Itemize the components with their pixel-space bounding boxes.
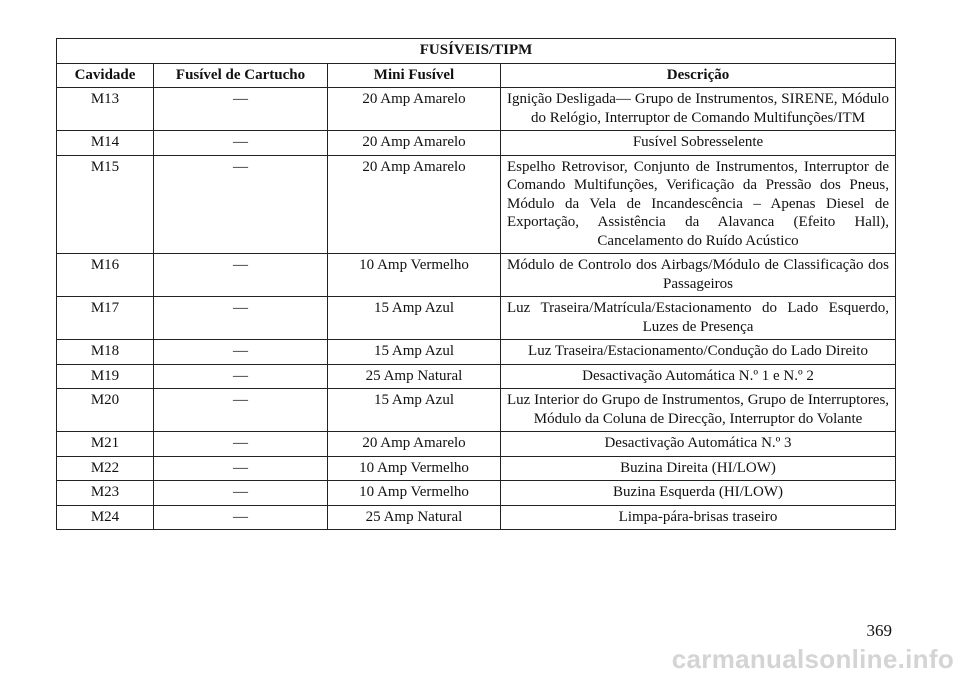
cell-mini-fuse: 20 Amp Amarelo xyxy=(328,432,501,457)
cell-description: Fusível Sobresselente xyxy=(501,131,896,156)
cell-description: Luz Traseira/Matrícula/Estacionamento do Lado Esquerdo, Luzes de Presença xyxy=(501,297,896,340)
table-title: FUSÍVEIS/TIPM xyxy=(57,39,896,64)
page-number: 369 xyxy=(866,621,892,640)
table-row xyxy=(57,155,896,254)
cell-cavity: M19 xyxy=(57,364,154,389)
cell-cavity: M16 xyxy=(57,254,154,297)
table-row xyxy=(57,389,896,432)
table-row xyxy=(57,131,896,156)
cell-description: Desactivação Automática N.º 3 xyxy=(501,432,896,457)
cell-cartridge-fuse: — xyxy=(154,481,328,506)
cell-description: Desactivação Automática N.º 1 e N.º 2 xyxy=(501,364,896,389)
table-header-row xyxy=(57,63,896,88)
cell-cartridge-fuse: — xyxy=(154,364,328,389)
cell-cavity: M14 xyxy=(57,131,154,156)
table-row xyxy=(57,481,896,506)
cell-cavity: M24 xyxy=(57,505,154,530)
cell-mini-fuse: 15 Amp Azul xyxy=(328,389,501,432)
table-row xyxy=(57,254,896,297)
header-fusivel-cartucho: Fusível de Cartucho xyxy=(154,63,328,88)
cell-cavity: M15 xyxy=(57,155,154,254)
cell-description: Limpa-pára-brisas traseiro xyxy=(501,505,896,530)
table-row xyxy=(57,297,896,340)
cell-cartridge-fuse: — xyxy=(154,456,328,481)
cell-cartridge-fuse: — xyxy=(154,297,328,340)
cell-cavity: M13 xyxy=(57,88,154,131)
table-row xyxy=(57,432,896,457)
cell-cartridge-fuse: — xyxy=(154,131,328,156)
table-row xyxy=(57,505,896,530)
header-cavidade: Cavidade xyxy=(57,63,154,88)
cell-cavity: M20 xyxy=(57,389,154,432)
watermark-text: carmanualsonline.info xyxy=(671,644,954,674)
cell-mini-fuse: 10 Amp Vermelho xyxy=(328,254,501,297)
table-head xyxy=(57,39,896,88)
cell-mini-fuse: 25 Amp Natural xyxy=(328,505,501,530)
cell-cartridge-fuse: — xyxy=(154,155,328,254)
cell-mini-fuse: 10 Amp Vermelho xyxy=(328,456,501,481)
cell-mini-fuse: 20 Amp Amarelo xyxy=(328,131,501,156)
cell-description: Luz Traseira/Estacionamento/Condução do Lado Direito xyxy=(501,340,896,365)
table-row xyxy=(57,364,896,389)
cell-cartridge-fuse: — xyxy=(154,389,328,432)
cell-description: Espelho Retrovisor, Conjunto de Instrumentos, Interruptor de Comando Multifunções, Verificação da Pressão dos Pneus, Módulo da Vela de Incandescência – Apenas Diesel de Exportação, Assistência da Alavanca (Efeito Hall), Cancelamento do Ruído Acústico xyxy=(501,155,896,254)
cell-description: Buzina Direita (HI/LOW) xyxy=(501,456,896,481)
cell-mini-fuse: 15 Amp Azul xyxy=(328,340,501,365)
cell-cartridge-fuse: — xyxy=(154,505,328,530)
table-row xyxy=(57,340,896,365)
cell-cartridge-fuse: — xyxy=(154,340,328,365)
cell-cavity: M17 xyxy=(57,297,154,340)
table-row xyxy=(57,88,896,131)
cell-cavity: M22 xyxy=(57,456,154,481)
fuse-table xyxy=(56,38,896,530)
table-body xyxy=(57,88,896,530)
cell-cartridge-fuse: — xyxy=(154,88,328,131)
header-descricao: Descrição xyxy=(501,63,896,88)
cell-mini-fuse: 20 Amp Amarelo xyxy=(328,155,501,254)
cell-cavity: M18 xyxy=(57,340,154,365)
cell-description: Ignição Desligada— Grupo de Instrumentos, SIRENE, Módulo do Relógio, Interruptor de Comando Multifunções/ITM xyxy=(501,88,896,131)
cell-mini-fuse: 10 Amp Vermelho xyxy=(328,481,501,506)
cell-cavity: M23 xyxy=(57,481,154,506)
cell-cavity: M21 xyxy=(57,432,154,457)
cell-mini-fuse: 20 Amp Amarelo xyxy=(328,88,501,131)
table-title-row xyxy=(57,39,896,64)
cell-mini-fuse: 15 Amp Azul xyxy=(328,297,501,340)
cell-cartridge-fuse: — xyxy=(154,254,328,297)
cell-description: Módulo de Controlo dos Airbags/Módulo de Classificação dos Passageiros xyxy=(501,254,896,297)
header-mini-fusivel: Mini Fusível xyxy=(328,63,501,88)
table-row xyxy=(57,456,896,481)
cell-mini-fuse: 25 Amp Natural xyxy=(328,364,501,389)
cell-cartridge-fuse: — xyxy=(154,432,328,457)
cell-description: Luz Interior do Grupo de Instrumentos, Grupo de Interruptores, Módulo da Coluna de Direcção, Interruptor do Volante xyxy=(501,389,896,432)
cell-description: Buzina Esquerda (HI/LOW) xyxy=(501,481,896,506)
